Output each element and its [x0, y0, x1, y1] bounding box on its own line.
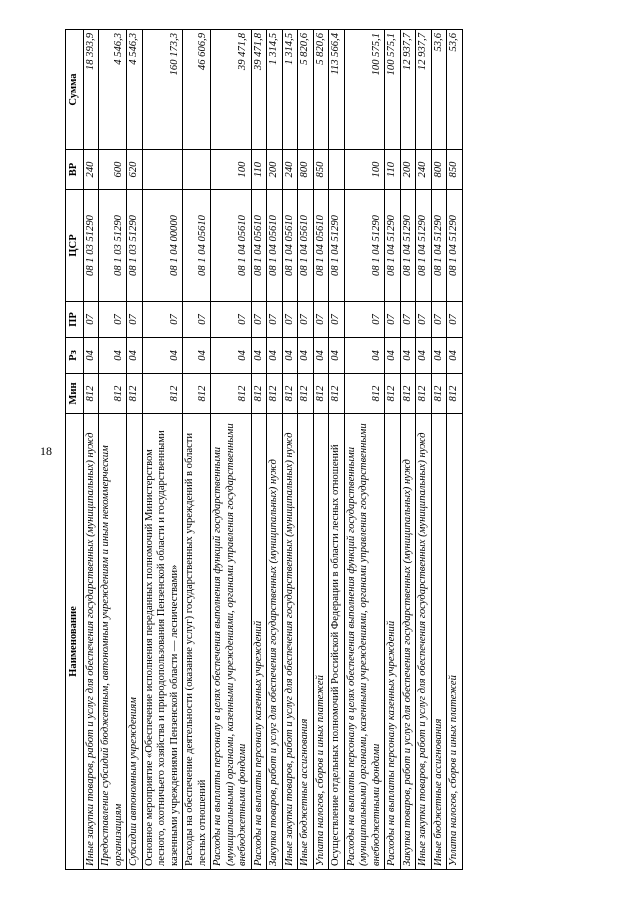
cell-csr: 08 1 04 05610 — [313, 190, 329, 302]
cell-name: Расходы на выплаты персоналу в целях обеспечения выполнения функций государственными (муниципальными) органами, казенными учреждениями, органами управления государственными внебюджетными фондами — [344, 414, 385, 870]
table-row — [313, 30, 329, 870]
cell-rz: 04 — [99, 338, 127, 374]
cell-sum: 46 606,9 — [183, 30, 211, 150]
cell-sum: 53,6 — [431, 30, 447, 150]
cell-vr: 620 — [127, 150, 143, 190]
cell-csr: 08 1 04 51290 — [344, 190, 385, 302]
cell-rz: 04 — [329, 338, 345, 374]
cell-csr: 08 1 04 05610 — [282, 190, 298, 302]
cell-name: Расходы на выплаты персоналу казенных учреждений — [385, 414, 401, 870]
cell-name: Иные бюджетные ассигнования — [431, 414, 447, 870]
cell-vr: 110 — [385, 150, 401, 190]
cell-csr: 08 1 04 05610 — [251, 190, 267, 302]
cell-min: 812 — [127, 374, 143, 414]
header-pr: ПР — [66, 302, 84, 338]
cell-name: Иные закупки товаров, работ и услуг для обеспечения государственных (муниципальных) нужд — [416, 414, 432, 870]
cell-pr: 07 — [385, 302, 401, 338]
table-row — [400, 30, 416, 870]
cell-min: 812 — [282, 374, 298, 414]
table-row — [127, 30, 143, 870]
cell-csr: 08 1 04 05610 — [298, 190, 314, 302]
cell-vr — [329, 150, 345, 190]
table-row — [344, 30, 385, 870]
cell-csr: 08 1 04 05610 — [183, 190, 211, 302]
cell-min: 812 — [447, 374, 463, 414]
cell-vr: 850 — [447, 150, 463, 190]
cell-vr: 240 — [282, 150, 298, 190]
cell-pr: 07 — [298, 302, 314, 338]
cell-vr: 100 — [344, 150, 385, 190]
cell-name: Основное мероприятие «Обеспечение исполнения переданных полномочий Министерством лесного, охотничьего хозяйства и природопользования Пензенской области и государственными казенными учреждениями Пензенской области — лесничествами» — [142, 414, 183, 870]
table-row — [99, 30, 127, 870]
cell-csr: 08 1 04 05610 — [267, 190, 283, 302]
cell-rz: 04 — [400, 338, 416, 374]
cell-rz: 04 — [142, 338, 183, 374]
cell-rz: 04 — [344, 338, 385, 374]
cell-vr: 240 — [83, 150, 99, 190]
cell-sum: 39 471,8 — [211, 30, 252, 150]
cell-name: Иные закупки товаров, работ и услуг для обеспечения государственных (муниципальных) нужд — [282, 414, 298, 870]
header-min: Мин — [66, 374, 84, 414]
cell-min: 812 — [211, 374, 252, 414]
cell-name: Предоставление субсидий бюджетным, автономным учреждениям и иным некоммерческим организациям — [99, 414, 127, 870]
cell-pr: 07 — [431, 302, 447, 338]
cell-min: 812 — [344, 374, 385, 414]
cell-vr: 800 — [431, 150, 447, 190]
cell-vr: 100 — [211, 150, 252, 190]
cell-min: 812 — [142, 374, 183, 414]
cell-pr: 07 — [127, 302, 143, 338]
cell-min: 812 — [83, 374, 99, 414]
cell-min: 812 — [385, 374, 401, 414]
cell-sum: 12 937,7 — [400, 30, 416, 150]
cell-csr: 08 1 03 51290 — [83, 190, 99, 302]
cell-rz: 04 — [251, 338, 267, 374]
table-row — [447, 30, 463, 870]
cell-pr: 07 — [251, 302, 267, 338]
cell-csr: 08 1 04 51290 — [416, 190, 432, 302]
cell-pr: 07 — [99, 302, 127, 338]
cell-name: Закупка товаров, работ и услуг для обеспечения государственных (муниципальных) нужд — [267, 414, 283, 870]
table-row — [298, 30, 314, 870]
cell-vr: 110 — [251, 150, 267, 190]
cell-rz: 04 — [83, 338, 99, 374]
cell-pr: 07 — [183, 302, 211, 338]
cell-name: Закупка товаров, работ и услуг для обеспечения государственных (муниципальных) нужд — [400, 414, 416, 870]
cell-min: 812 — [99, 374, 127, 414]
page-number: 18 — [40, 444, 52, 458]
cell-min: 812 — [267, 374, 283, 414]
cell-sum: 160 173,3 — [142, 30, 183, 150]
cell-rz: 04 — [313, 338, 329, 374]
cell-pr: 07 — [329, 302, 345, 338]
table-row — [267, 30, 283, 870]
table-row — [211, 30, 252, 870]
cell-sum: 5 820,6 — [313, 30, 329, 150]
table-row — [416, 30, 432, 870]
cell-sum: 1 314,5 — [267, 30, 283, 150]
header-name: Наименование — [66, 414, 84, 870]
cell-rz: 04 — [183, 338, 211, 374]
cell-vr — [183, 150, 211, 190]
cell-rz: 04 — [298, 338, 314, 374]
cell-min: 812 — [183, 374, 211, 414]
cell-rz: 04 — [416, 338, 432, 374]
cell-vr: 240 — [416, 150, 432, 190]
cell-sum: 100 575,1 — [344, 30, 385, 150]
header-csr: ЦСР — [66, 190, 84, 302]
cell-rz: 04 — [267, 338, 283, 374]
cell-csr: 08 1 04 51290 — [431, 190, 447, 302]
table-row — [329, 30, 345, 870]
cell-csr: 08 1 04 51290 — [400, 190, 416, 302]
cell-sum: 12 937,7 — [416, 30, 432, 150]
cell-name: Уплата налогов, сборов и иных платежей — [313, 414, 329, 870]
cell-name: Расходы на выплаты персоналу в целях обеспечения выполнения функций государственными (муниципальными) органами, казенными учреждениями, органами управления государственными внебюджетными фондами — [211, 414, 252, 870]
cell-min: 812 — [431, 374, 447, 414]
cell-csr: 08 1 04 51290 — [447, 190, 463, 302]
cell-csr: 08 1 03 51290 — [99, 190, 127, 302]
cell-min: 812 — [251, 374, 267, 414]
cell-pr: 07 — [416, 302, 432, 338]
cell-name: Осуществление отдельных полномочий Российской Федерации в области лесных отношений — [329, 414, 345, 870]
cell-min: 812 — [313, 374, 329, 414]
cell-sum: 53,6 — [447, 30, 463, 150]
cell-min: 812 — [298, 374, 314, 414]
cell-vr: 850 — [313, 150, 329, 190]
table-row — [431, 30, 447, 870]
header-rz: Рз — [66, 338, 84, 374]
cell-rz: 04 — [431, 338, 447, 374]
cell-vr: 200 — [267, 150, 283, 190]
cell-name: Субсидии автономным учреждениям — [127, 414, 143, 870]
cell-name: Расходы на выплаты персоналу казенных учреждений — [251, 414, 267, 870]
cell-min: 812 — [329, 374, 345, 414]
cell-rz: 04 — [211, 338, 252, 374]
cell-sum: 5 820,6 — [298, 30, 314, 150]
table-row — [142, 30, 183, 870]
cell-sum: 4 546,3 — [99, 30, 127, 150]
cell-pr: 07 — [447, 302, 463, 338]
cell-csr: 08 1 04 51290 — [329, 190, 345, 302]
cell-min: 812 — [400, 374, 416, 414]
cell-pr: 07 — [313, 302, 329, 338]
cell-rz: 04 — [385, 338, 401, 374]
rotated-table-container — [65, 30, 575, 870]
cell-name: Расходы на обеспечение деятельности (оказание услуг) государственных учреждений в области лесных отношений — [183, 414, 211, 870]
cell-csr: 08 1 04 51290 — [385, 190, 401, 302]
cell-name: Иные бюджетные ассигнования — [298, 414, 314, 870]
cell-rz: 04 — [447, 338, 463, 374]
cell-sum: 1 314,5 — [282, 30, 298, 150]
cell-sum: 4 546,3 — [127, 30, 143, 150]
budget-table — [65, 29, 463, 870]
cell-sum: 18 393,9 — [83, 30, 99, 150]
cell-sum: 113 566,4 — [329, 30, 345, 150]
cell-pr: 07 — [282, 302, 298, 338]
table-header-row — [66, 30, 84, 870]
table-row — [385, 30, 401, 870]
table-row — [282, 30, 298, 870]
cell-csr: 08 1 03 51290 — [127, 190, 143, 302]
cell-min: 812 — [416, 374, 432, 414]
cell-rz: 04 — [127, 338, 143, 374]
cell-rz: 04 — [282, 338, 298, 374]
cell-pr: 07 — [211, 302, 252, 338]
cell-vr: 800 — [298, 150, 314, 190]
cell-pr: 07 — [142, 302, 183, 338]
cell-pr: 07 — [400, 302, 416, 338]
table-row — [251, 30, 267, 870]
cell-name: Уплата налогов, сборов и иных платежей — [447, 414, 463, 870]
cell-pr: 07 — [267, 302, 283, 338]
cell-sum: 100 575,1 — [385, 30, 401, 150]
cell-pr: 07 — [344, 302, 385, 338]
cell-name: Иные закупки товаров, работ и услуг для обеспечения государственных (муниципальных) нужд — [83, 414, 99, 870]
table-row — [183, 30, 211, 870]
cell-csr: 08 1 04 05610 — [211, 190, 252, 302]
cell-vr: 200 — [400, 150, 416, 190]
table-row — [83, 30, 99, 870]
cell-pr: 07 — [83, 302, 99, 338]
cell-vr — [142, 150, 183, 190]
header-vr: ВР — [66, 150, 84, 190]
cell-csr: 08 1 04 00000 — [142, 190, 183, 302]
header-sum: Сумма — [66, 30, 84, 150]
cell-sum: 39 471,8 — [251, 30, 267, 150]
cell-vr: 600 — [99, 150, 127, 190]
